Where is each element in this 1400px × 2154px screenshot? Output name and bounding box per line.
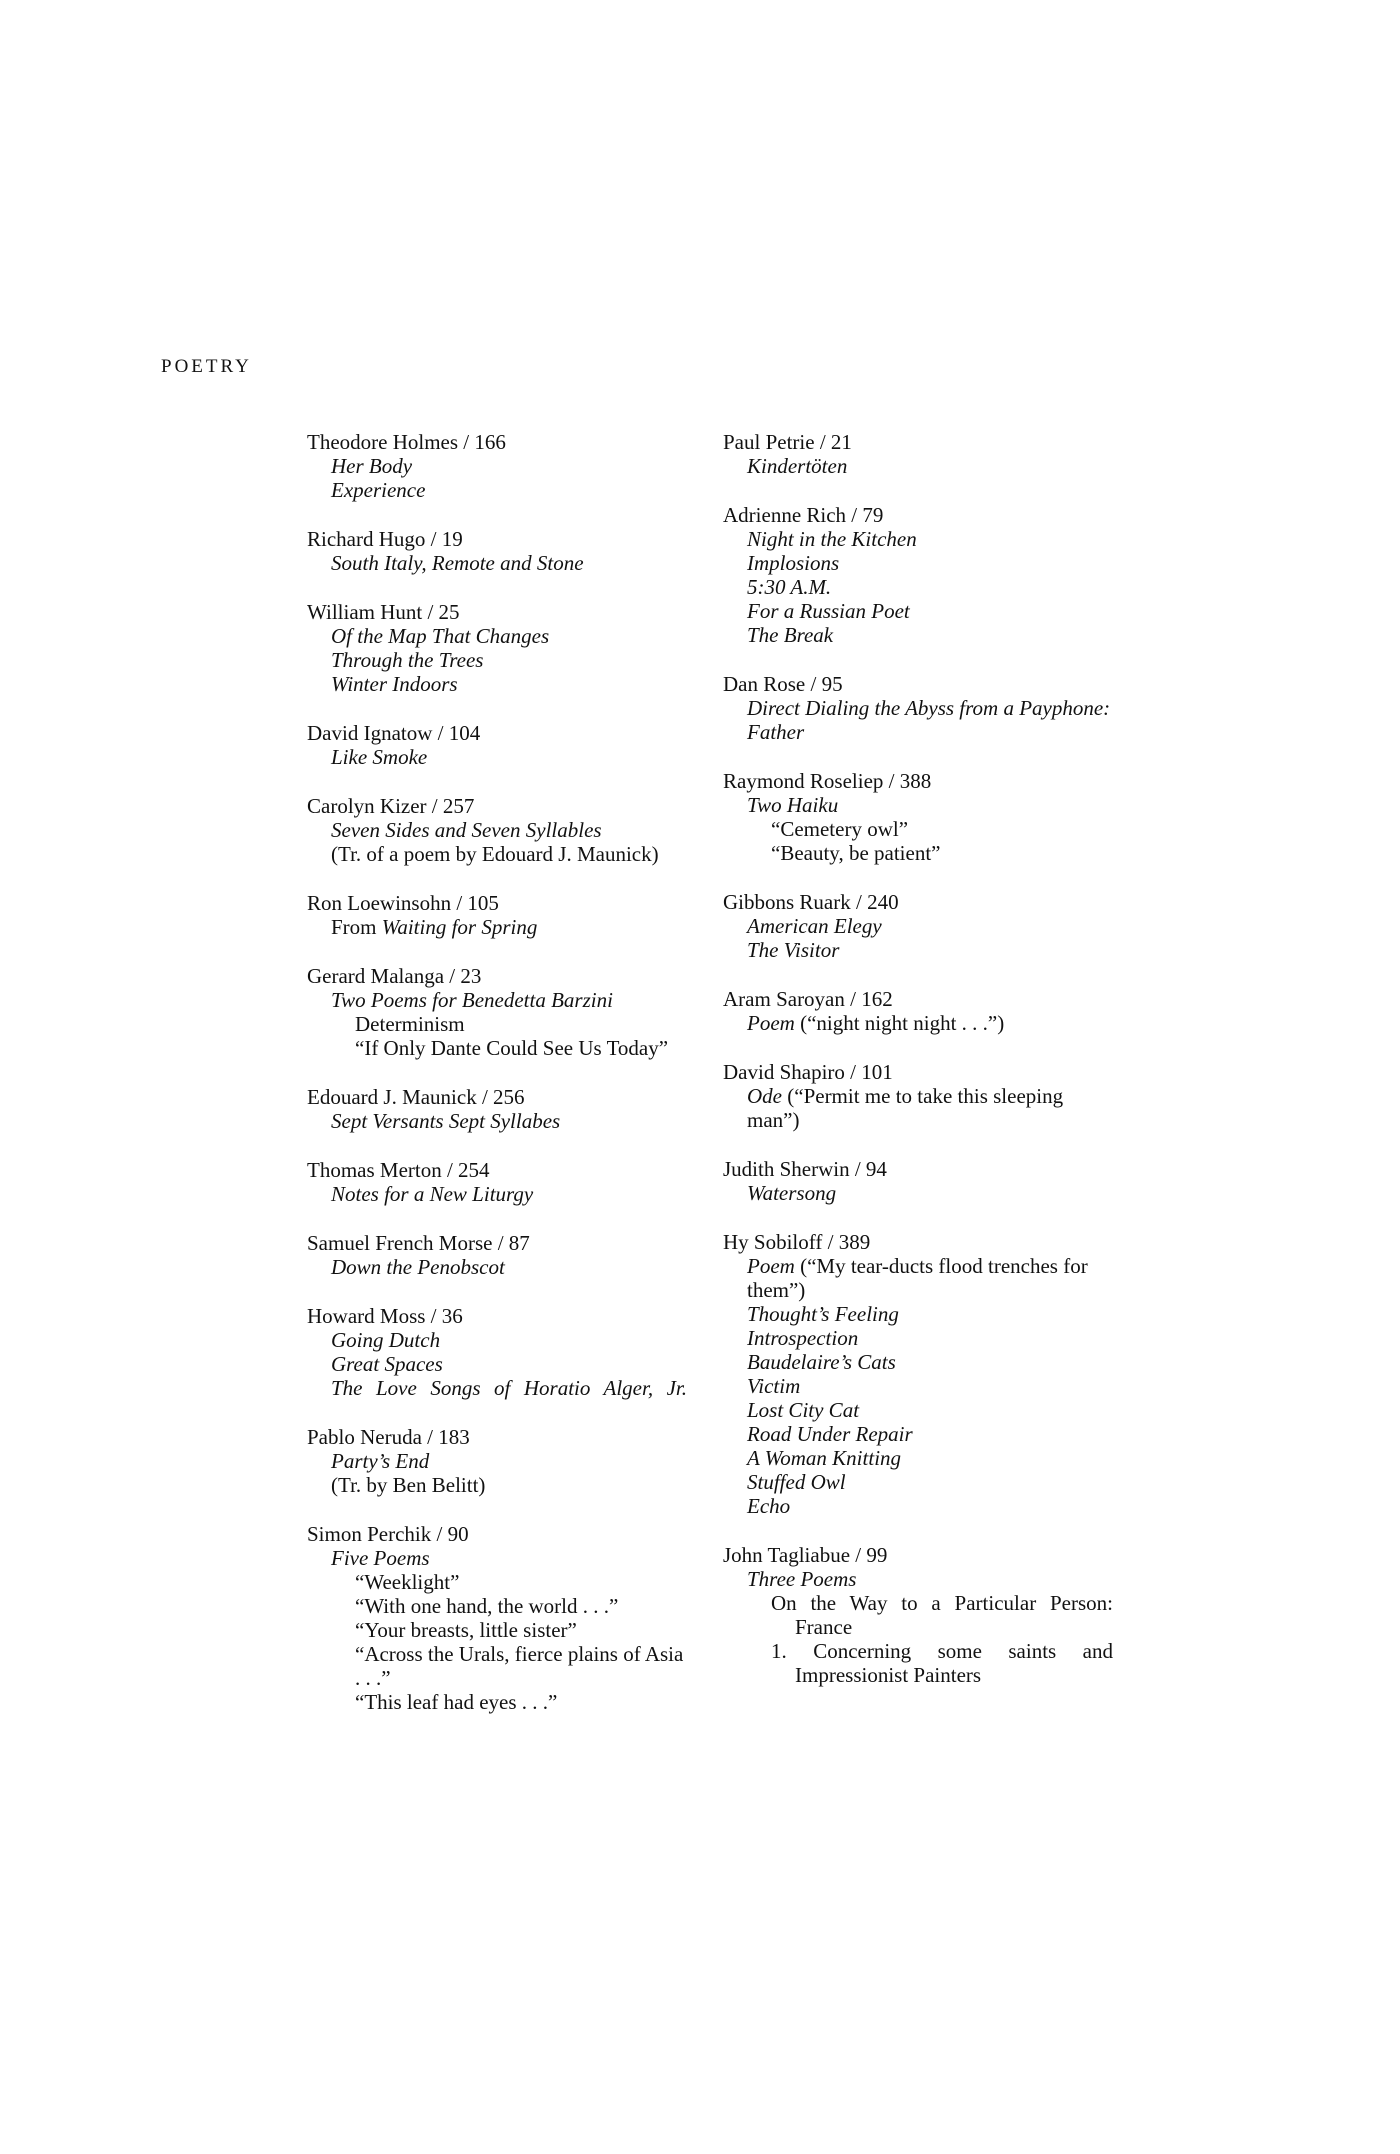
contributor-entry	[307, 1231, 687, 1279]
contributor-entry	[307, 964, 687, 1060]
title-text: Determinism	[355, 1012, 465, 1036]
title-text: (Tr. by Ben Belitt)	[331, 1473, 486, 1497]
poem-title	[723, 1446, 1113, 1470]
contributor-entry	[307, 1304, 687, 1400]
title-text: Her Body	[331, 454, 413, 478]
title-text: “This leaf had eyes . . .”	[355, 1690, 558, 1714]
title-text: The Love Songs of Horatio Alger, Jr.	[331, 1376, 687, 1400]
contributor-entry	[723, 1543, 1113, 1687]
poem-title	[307, 672, 687, 696]
poem-title	[723, 1011, 1113, 1035]
title-text: “Your breasts, little sister”	[355, 1618, 577, 1642]
poem-title	[723, 527, 1113, 551]
title-text: Two Poems for Benedetta Barzini	[331, 988, 613, 1012]
poem-title	[307, 818, 687, 842]
contributor-entry	[307, 794, 687, 866]
poem-title	[307, 1473, 687, 1497]
author-name: Adrienne Rich / 79	[723, 503, 884, 527]
author-name: Edouard J. Maunick / 256	[307, 1085, 525, 1109]
title-text: Notes for a New Liturgy	[331, 1182, 534, 1206]
poem-title	[307, 1328, 687, 1352]
poem-title	[723, 1374, 1113, 1398]
title-text: Poem	[747, 1011, 795, 1035]
poem-title	[723, 1422, 1113, 1446]
poem-title	[723, 793, 1113, 817]
author-name: Judith Sherwin / 94	[723, 1157, 887, 1181]
poem-title	[723, 1591, 1113, 1639]
title-text: Watersong	[747, 1181, 837, 1205]
author-name: Thomas Merton / 254	[307, 1158, 490, 1182]
poem-title	[307, 1618, 687, 1642]
poem-title	[723, 1181, 1113, 1205]
contributor-entry	[307, 721, 687, 769]
contributor-entry	[307, 430, 687, 502]
poem-title	[723, 1494, 1113, 1518]
poem-title	[723, 1398, 1113, 1422]
poem-title	[307, 1642, 687, 1690]
contributor-entry	[723, 890, 1113, 962]
author-name: Gibbons Ruark / 240	[723, 890, 899, 914]
title-text: Experience	[331, 478, 426, 502]
author-name: Richard Hugo / 19	[307, 527, 463, 551]
author-name: William Hunt / 25	[307, 600, 460, 624]
poem-title	[307, 454, 687, 478]
title-text: Party’s End	[331, 1449, 430, 1473]
poem-title	[723, 914, 1113, 938]
contributor-entry	[723, 769, 1113, 865]
poem-title	[723, 1567, 1113, 1591]
section-heading: POETRY	[161, 356, 252, 377]
poem-title	[307, 1109, 687, 1133]
poem-title	[307, 915, 687, 939]
poem-title	[723, 696, 1113, 744]
poem-title	[307, 1594, 687, 1618]
author-name: David Ignatow / 104	[307, 721, 481, 745]
title-text: Introspection	[747, 1326, 859, 1350]
title-text: 1. Concerning some saints and Impressionist Painters	[771, 1639, 1113, 1687]
author-name: Samuel French Morse / 87	[307, 1231, 530, 1255]
contributor-entry	[723, 1157, 1113, 1205]
author-name: John Tagliabue / 99	[723, 1543, 888, 1567]
contributor-entry	[723, 1060, 1113, 1132]
title-text: “Beauty, be patient”	[771, 841, 941, 865]
poem-title	[307, 1570, 687, 1594]
title-text: 5:30 A.M.	[747, 575, 832, 599]
poem-title	[307, 1036, 687, 1060]
title-text: Winter Indoors	[331, 672, 458, 696]
title-text: “Weeklight”	[355, 1570, 460, 1594]
title-text: Three Poems	[747, 1567, 857, 1591]
contributor-entry	[307, 1085, 687, 1133]
title-text: Through the Trees	[331, 648, 484, 672]
poem-title	[723, 817, 1113, 841]
author-name: Aram Saroyan / 162	[723, 987, 893, 1011]
contributor-entry	[307, 1425, 687, 1497]
author-name: Raymond Roseliep / 388	[723, 769, 932, 793]
poem-title	[307, 1690, 687, 1714]
contributor-entry	[307, 527, 687, 575]
poem-title	[723, 599, 1113, 623]
poem-title	[307, 1255, 687, 1279]
poem-title	[723, 551, 1113, 575]
title-text: Kindertöten	[747, 454, 848, 478]
author-name: Simon Perchik / 90	[307, 1522, 469, 1546]
left-column	[307, 430, 687, 1739]
title-text: Of the Map That Changes	[331, 624, 550, 648]
title-text: South Italy, Remote and Stone	[331, 551, 584, 575]
poem-title	[307, 1012, 687, 1036]
poem-title	[723, 1350, 1113, 1374]
title-text: Implosions	[747, 551, 840, 575]
poem-title	[307, 988, 687, 1012]
poem-title	[723, 623, 1113, 647]
contributor-entry	[723, 672, 1113, 744]
author-name: Ron Loewinsohn / 105	[307, 891, 499, 915]
poem-title	[307, 478, 687, 502]
title-note: (“My tear-ducts flood trenches for them”)	[747, 1254, 1088, 1302]
poem-title	[307, 1449, 687, 1473]
title-text: Waiting for Spring	[381, 915, 538, 939]
contributor-entry	[307, 600, 687, 696]
title-text: Ode	[747, 1084, 782, 1108]
title-text: Direct Dialing the Abyss from a Payphone: Father	[747, 696, 1111, 744]
poem-title	[723, 1326, 1113, 1350]
title-text: Going Dutch	[331, 1328, 441, 1352]
title-text: Seven Sides and Seven Syllables	[331, 818, 602, 842]
title-text: Road Under Repair	[747, 1422, 913, 1446]
title-text: American Elegy	[747, 914, 882, 938]
contributor-entry	[723, 503, 1113, 647]
poem-title	[723, 938, 1113, 962]
poem-title	[723, 1254, 1113, 1302]
poem-title	[723, 1470, 1113, 1494]
poem-title	[307, 551, 687, 575]
title-text: Night in the Kitchen	[747, 527, 917, 551]
author-name: Dan Rose / 95	[723, 672, 843, 696]
title-text: The Break	[747, 623, 834, 647]
author-name: Howard Moss / 36	[307, 1304, 463, 1328]
title-text: Two Haiku	[747, 793, 839, 817]
title-text: Victim	[747, 1374, 801, 1398]
title-text: Down the Penobscot	[331, 1255, 505, 1279]
poem-title	[307, 648, 687, 672]
poem-title	[307, 624, 687, 648]
author-name: David Shapiro / 101	[723, 1060, 893, 1084]
title-text: Stuffed Owl	[747, 1470, 846, 1494]
title-text: Echo	[747, 1494, 791, 1518]
title-prefix: From	[331, 915, 382, 939]
title-text: Like Smoke	[331, 745, 428, 769]
contributor-entry	[723, 1230, 1113, 1518]
title-text: Sept Versants Sept Syllabes	[331, 1109, 561, 1133]
author-name: Gerard Malanga / 23	[307, 964, 482, 988]
contributor-entry	[723, 430, 1113, 478]
title-text: A Woman Knitting	[747, 1446, 902, 1470]
author-name: Carolyn Kizer / 257	[307, 794, 475, 818]
title-text: (Tr. of a poem by Edouard J. Maunick)	[331, 842, 659, 866]
title-note: (“Permit me to take this sleeping man”)	[747, 1084, 1064, 1132]
title-text: For a Russian Poet	[747, 599, 910, 623]
author-name: Theodore Holmes / 166	[307, 430, 506, 454]
title-text: “With one hand, the world . . .”	[355, 1594, 619, 1618]
title-text: “Cemetery owl”	[771, 817, 909, 841]
author-name: Paul Petrie / 21	[723, 430, 852, 454]
poem-title	[723, 1639, 1113, 1687]
poem-title	[723, 454, 1113, 478]
poem-title	[307, 1546, 687, 1570]
title-text: Five Poems	[331, 1546, 430, 1570]
poem-title	[307, 1182, 687, 1206]
poem-title	[723, 841, 1113, 865]
contributor-entry	[307, 1158, 687, 1206]
title-text: Lost City Cat	[747, 1398, 860, 1422]
title-text: The Visitor	[747, 938, 840, 962]
contributor-entry	[307, 891, 687, 939]
poem-title	[723, 1302, 1113, 1326]
poem-title	[307, 1352, 687, 1376]
title-text: Great Spaces	[331, 1352, 443, 1376]
title-text: On the Way to a Particular Person: France	[771, 1591, 1113, 1639]
contributor-entry	[723, 987, 1113, 1035]
poem-title	[307, 842, 687, 866]
title-text: “If Only Dante Could See Us Today”	[355, 1036, 669, 1060]
title-note: (“night night night . . .”)	[794, 1011, 1005, 1035]
title-text: “Across the Urals, fierce plains of Asia . . .”	[355, 1642, 684, 1690]
title-text: Poem	[747, 1254, 795, 1278]
author-name: Pablo Neruda / 183	[307, 1425, 470, 1449]
poem-title	[723, 575, 1113, 599]
poem-title	[307, 745, 687, 769]
poem-title	[307, 1376, 687, 1400]
poem-title	[723, 1084, 1113, 1132]
contributor-entry	[307, 1522, 687, 1714]
right-column	[723, 430, 1113, 1712]
title-text: Thought’s Feeling	[747, 1302, 899, 1326]
author-name: Hy Sobiloff / 389	[723, 1230, 871, 1254]
title-text: Baudelaire’s Cats	[747, 1350, 896, 1374]
